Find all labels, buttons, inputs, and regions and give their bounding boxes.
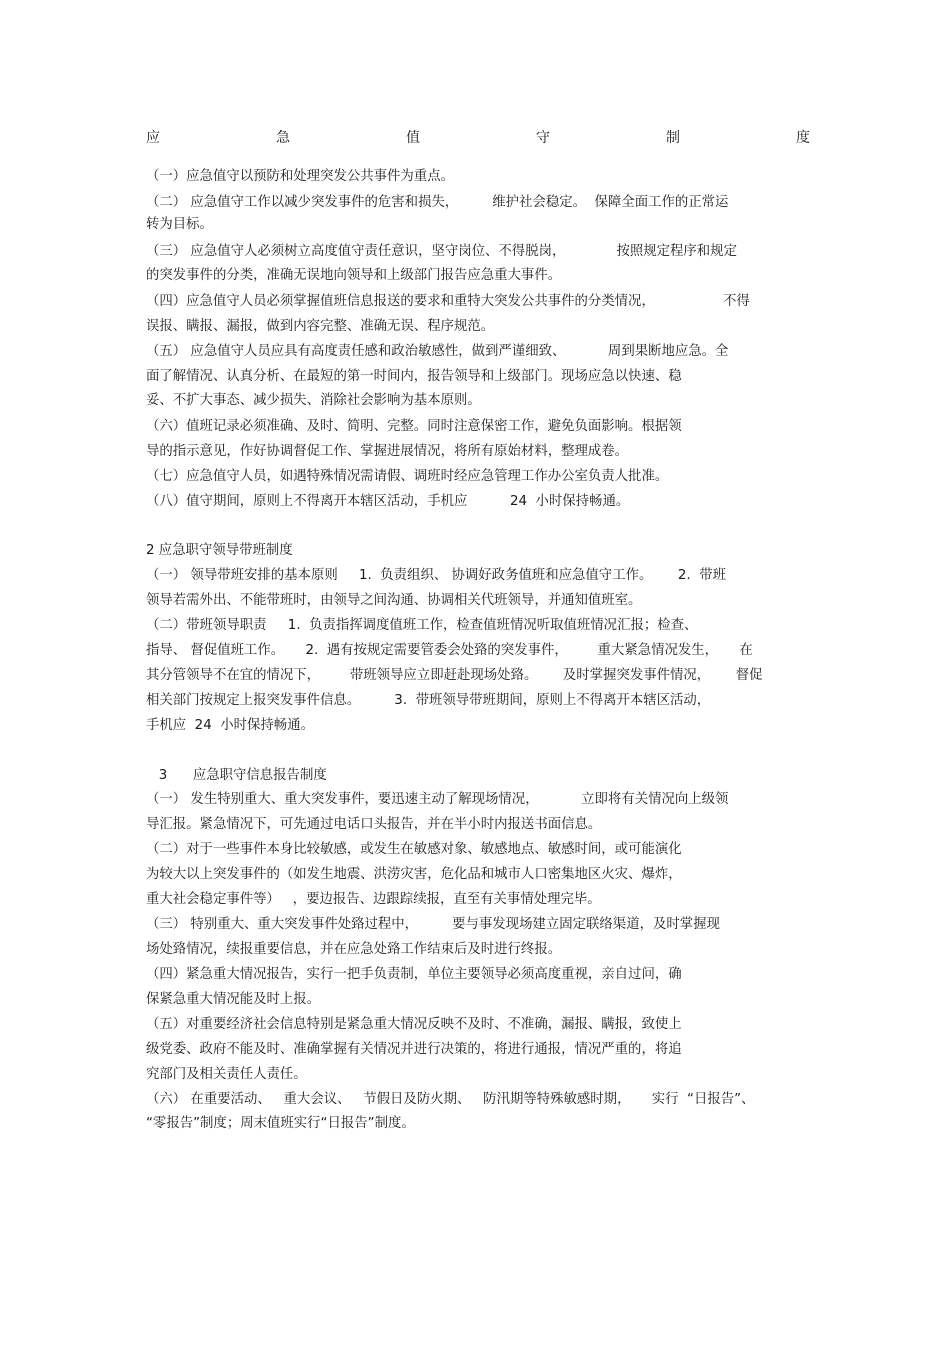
section-heading: 3 应急职守信息报告制度 bbox=[146, 768, 327, 783]
text-line: （二）带班领导职责 1. 负责指挥调度值班工作，检查值班情况听取值班情况汇报；检查、 bbox=[146, 618, 698, 633]
text-line: （一）应急值守以预防和处理突发公共事件为重点。 bbox=[146, 169, 454, 184]
text-line: 其分管领导不在宜的情况下， 带班领导应立即赶赴现场处臵。 及时掌握突发事件情况， 督促 bbox=[146, 668, 763, 683]
text-line: 级党委、政府不能及时、准确掌握有关情况并进行决策的，将进行通报，情况严重的，将追 bbox=[146, 1042, 682, 1057]
document-title bbox=[146, 128, 810, 148]
title-char: 守 bbox=[536, 130, 550, 146]
text-line: 导汇报。紧急情况下，可先通过电话口头报告，并在半小时内报送书面信息。 bbox=[146, 817, 602, 832]
text-line: 保紧急重大情况能及时上报。 bbox=[146, 992, 321, 1007]
text-line: （五） 应急值守人员应具有高度责任感和政治敏感性，做到严谨细致、 周到果断地应急。全 bbox=[146, 344, 729, 359]
text-line: （五）对重要经济社会信息特别是紧急重大情况反映不及时、不准确，漏报、瞒报，致使上 bbox=[146, 1017, 682, 1032]
text-line: 领导若需外出、不能带班时，由领导之间沟通、协调相关代班领导，并通知值班室。 bbox=[146, 593, 642, 608]
text-line: （四）应急值守人员必须掌握值班信息报送的要求和重特大突发公共事件的分类情况， 不得 bbox=[146, 294, 750, 309]
text-line: 的突发事件的分类，准确无误地向领导和上级部门报告应急重大事件。 bbox=[146, 268, 562, 283]
text-line: （六）值班记录必须准确、及时、简明、完整。同时注意保密工作，避免负面影响。根据领 bbox=[146, 419, 682, 434]
text-line: （一） 发生特别重大、重大突发事件，要迅速主动了解现场情况， 立即将有关情况向上级领 bbox=[146, 792, 729, 807]
text-line: 重大社会稳定事件等） ，要边报告、边跟踪续报，直至有关事情处理完毕。 bbox=[146, 892, 601, 907]
text-line: 导的指示意见，作好协调督促工作、掌握进展情况，将所有原始材料，整理成卷。 bbox=[146, 444, 629, 459]
text-line: （一） 领导带班安排的基本原则 1. 负责组织、 协调好政务值班和应急值守工作。 2. 带班 bbox=[146, 568, 726, 583]
text-line: 究部门及相关责任人责任。 bbox=[146, 1067, 307, 1082]
text-line: （三） 应急值守人必须树立高度值守责任意识，坚守岗位、不得脱岗， 按照规定程序和规定 bbox=[146, 244, 737, 259]
title-char: 急 bbox=[276, 130, 290, 146]
text-line: 手机应 24 小时保持畅通。 bbox=[146, 718, 314, 733]
text-line: 妥、不扩大事态、减少损失、消除社会影响为基本原则。 bbox=[146, 393, 481, 408]
title-char: 值 bbox=[406, 130, 420, 146]
text-line: （六） 在重要活动、 重大会议、 节假日及防火期、 防汛期等特殊敏感时期， 实行 “日报告”、 bbox=[146, 1092, 755, 1107]
text-line: （七）应急值守人员，如遇特殊情况需请假、调班时经应急管理工作办公室负责人批准。 bbox=[146, 469, 669, 484]
title-char: 度 bbox=[796, 130, 810, 146]
text-line: “零报告”制度；周末值班实行“日报告”制度。 bbox=[146, 1116, 415, 1131]
section-heading: 2 应急职守领导带班制度 bbox=[146, 543, 293, 558]
text-line: （八）值守期间，原则上不得离开本辖区活动，手机应 24 小时保持畅通。 bbox=[146, 494, 630, 509]
text-line: 为较大以上突发事件的（如发生地震、洪涝灾害，危化品和城市人口密集地区火灾、爆炸， bbox=[146, 867, 682, 882]
text-line: 面了解情况、认真分析、在最短的第一时间内，报告领导和上级部门。现场应急以快速、稳 bbox=[146, 369, 682, 384]
text-line: 场处臵情况，续报重要信息，并在应急处臵工作结束后及时进行终报。 bbox=[146, 942, 562, 957]
text-line: 误报、瞒报、漏报，做到内容完整、准确无误、程序规范。 bbox=[146, 319, 495, 334]
text-line: （二）对于一些事件本身比较敏感，或发生在敏感对象、敏感地点、敏感时间，或可能演化 bbox=[146, 842, 682, 857]
text-line: 指导、 督促值班工作。 2. 遇有按规定需要管委会处臵的突发事件， 重大紧急情况发生， 在 bbox=[146, 643, 753, 658]
text-line: （三） 特别重大、重大突发事件处臵过程中， 要与事发现场建立固定联络渠道，及时掌握现 bbox=[146, 917, 720, 932]
text-line: 相关部门按规定上报突发事件信息。 3. 带班领导带班期间，原则上不得离开本辖区活动， bbox=[146, 693, 711, 708]
text-line: 转为目标。 bbox=[146, 217, 213, 232]
text-line: （二） 应急值守工作以减少突发事件的危害和损失， 维护社会稳定。 保障全面工作的正常运 bbox=[146, 195, 729, 210]
title-char: 制 bbox=[666, 130, 680, 146]
title-char: 应 bbox=[146, 130, 160, 146]
text-line: （四）紧急重大情况报告，实行一把手负责制，单位主要领导必须高度重视，亲自过问，确 bbox=[146, 967, 682, 982]
